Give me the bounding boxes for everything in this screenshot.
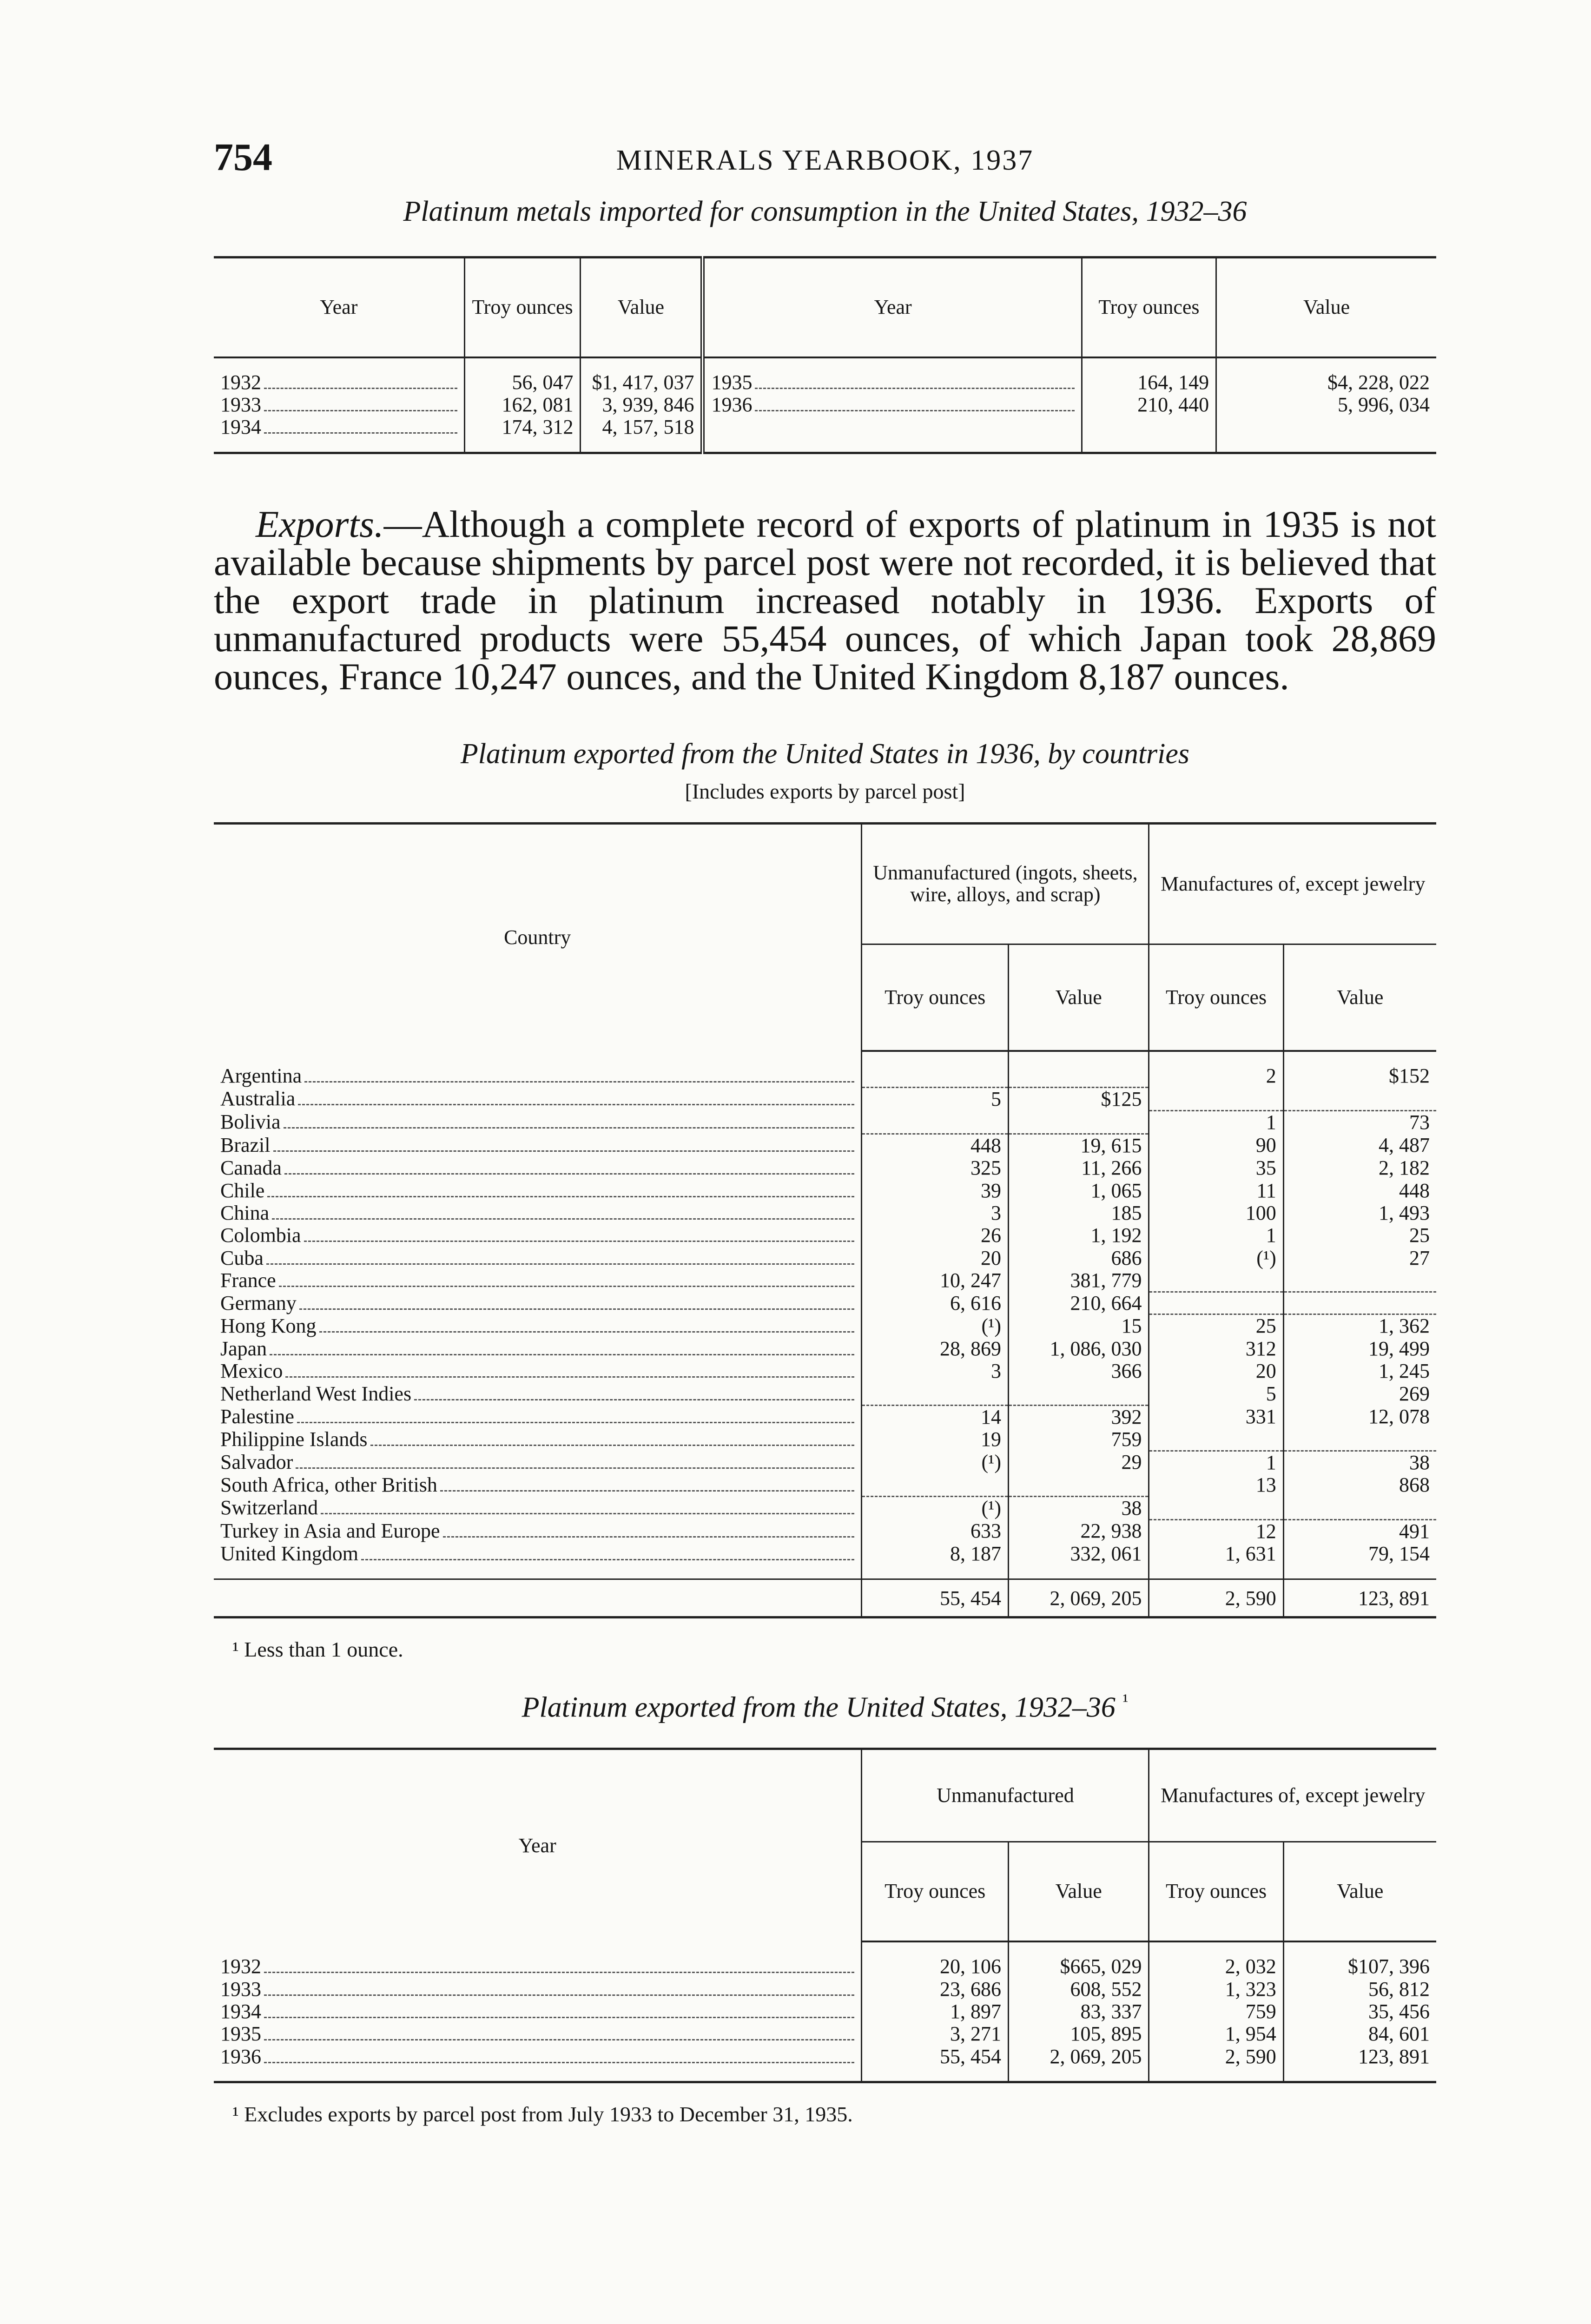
t3-col-year: Year (518, 1834, 556, 1857)
t2-u-oz: (¹) (862, 1314, 1009, 1338)
t2-country-text: Japan (220, 1337, 267, 1360)
t2-u-oz: 19 (862, 1428, 1009, 1451)
t2-m-oz: 35 (1149, 1157, 1283, 1179)
t2-country-text: China (220, 1202, 270, 1225)
t3-year (214, 2046, 862, 2068)
t2-m-val: 19, 499 (1283, 1338, 1436, 1360)
t2-u-val (1009, 1474, 1149, 1496)
t2-country-text: Colombia (220, 1224, 301, 1247)
t2-u-oz: 633 (862, 1519, 1009, 1543)
t2-u-val: 759 (1009, 1428, 1149, 1451)
t3-u-val: 83, 337 (1009, 2000, 1149, 2023)
spacer-cell (1149, 1565, 1283, 1579)
spacer-cell (1283, 1051, 1436, 1065)
t2-m-oz (1149, 1497, 1283, 1520)
t3-u-oz: 23, 686 (862, 1978, 1009, 2000)
t2-m-val: $152 (1283, 1065, 1436, 1087)
t2-m-val (1283, 1292, 1436, 1314)
t3-u-val: $665, 029 (1009, 1955, 1149, 1978)
t2-u-val: 210, 664 (1009, 1292, 1149, 1314)
t1-empty (1082, 416, 1216, 438)
t2-col-country: Country (504, 926, 571, 949)
t2-col-u-ounces: Troy ounces (862, 944, 1009, 1051)
t2-u-oz (862, 1110, 1009, 1134)
imports-table (214, 256, 1436, 454)
spacer-cell (1149, 1051, 1283, 1065)
spacer-cell (1283, 1565, 1436, 1579)
t2-u-oz: 26 (862, 1224, 1009, 1247)
t1-year (214, 394, 464, 416)
t3-m-val: 123, 891 (1283, 2046, 1436, 2068)
t2-group-manufactures: Manufactures of, except jewelry (1149, 823, 1436, 944)
t3-m-oz: 2, 032 (1149, 1955, 1283, 1978)
t2-m-val: 491 (1283, 1519, 1436, 1543)
table-row (214, 1202, 1436, 1224)
t2-country (214, 1383, 862, 1405)
spacer-cell (1082, 439, 1216, 453)
t2-country (214, 1405, 862, 1428)
t2-u-oz: (¹) (862, 1451, 1009, 1474)
t1-year (214, 416, 464, 438)
t2-u-val: 29 (1009, 1451, 1149, 1474)
t2-country (214, 1134, 862, 1157)
t2-u-val: 1, 065 (1009, 1180, 1149, 1202)
t2-u-oz: (¹) (862, 1497, 1009, 1520)
t3-m-oz: 759 (1149, 2000, 1283, 2023)
t2-m-oz: 2 (1149, 1065, 1283, 1087)
t1-col-year: Year (214, 257, 464, 357)
t2-country (214, 1474, 862, 1496)
t2-m-val: 38 (1283, 1451, 1436, 1474)
t2-u-val (1009, 1110, 1149, 1134)
t2-country-text: Australia (220, 1088, 296, 1110)
table-row (214, 1519, 1436, 1543)
table1-caption: Platinum metals imported for consumption in the United States, 1932–36 (403, 196, 1247, 227)
t2-country (214, 1292, 862, 1314)
total-row (214, 1579, 1436, 1617)
t3-col-m-value: Value (1283, 1842, 1436, 1941)
spacer-cell (862, 2068, 1009, 2082)
t2-country-text: Switzerland (220, 1497, 318, 1519)
t2-country-text: Argentina (220, 1065, 302, 1088)
t2-country (214, 1065, 862, 1087)
table-row (214, 1314, 1436, 1338)
table-row (214, 1474, 1436, 1496)
t1-value: 5, 996, 034 (1216, 394, 1436, 416)
t2-country (214, 1224, 862, 1247)
paragraph-lead: Exports. (256, 502, 384, 545)
table2-caption: Platinum exported from the United States in 1936, by countries (460, 738, 1190, 770)
spacer-cell (703, 439, 1082, 453)
exports-by-country-table (214, 822, 1436, 1618)
t1-value: $1, 417, 037 (581, 371, 703, 394)
running-header (214, 135, 1436, 186)
t2-total-u-oz: 55, 454 (862, 1579, 1009, 1617)
t3-m-val: $107, 396 (1283, 1955, 1436, 1978)
t3-group-unmanufactured: Unmanufactured (862, 1749, 1149, 1842)
t2-u-oz: 325 (862, 1157, 1009, 1179)
spacer-cell (1216, 357, 1436, 371)
table-row (214, 1451, 1436, 1474)
t2-u-oz: 10, 247 (862, 1269, 1009, 1292)
t2-u-oz (862, 1383, 1009, 1405)
spacer-row (214, 439, 1436, 453)
t2-total-u-val: 2, 069, 205 (1009, 1579, 1149, 1617)
table-row (214, 394, 1436, 416)
t2-country (214, 1247, 862, 1269)
t2-country-text: Brazil (220, 1134, 271, 1157)
spacer-cell (1149, 2068, 1283, 2082)
t1-year-text: 1934 (220, 416, 261, 439)
spacer-cell (214, 1051, 862, 1065)
table-row (214, 1157, 1436, 1179)
t3-year (214, 2000, 862, 2023)
spacer-cell (1009, 1051, 1149, 1065)
table3-caption (214, 1690, 1436, 1724)
spacer-cell (464, 439, 581, 453)
t2-m-val: 2, 182 (1283, 1157, 1436, 1179)
t2-country-text: Bolivia (220, 1111, 281, 1134)
t3-year-text: 1935 (220, 2023, 261, 2046)
t3-year-text: 1933 (220, 1978, 261, 2000)
t2-country-text: Palestine (220, 1405, 294, 1428)
t1-year (214, 371, 464, 394)
table-row (214, 1428, 1436, 1451)
t3-u-val: 2, 069, 205 (1009, 2046, 1149, 2068)
t3-col-m-ounces: Troy ounces (1149, 1842, 1283, 1941)
t2-u-val: 366 (1009, 1360, 1149, 1382)
spacer-cell (862, 1051, 1009, 1065)
t1-year-text: 1933 (220, 393, 261, 416)
t2-u-oz: 39 (862, 1180, 1009, 1202)
t2-country (214, 1088, 862, 1111)
t2-u-val: $125 (1009, 1088, 1149, 1111)
t2-m-oz: 12 (1149, 1519, 1283, 1543)
t2-m-val: 79, 154 (1283, 1543, 1436, 1565)
paragraph-text: —Although a complete record of exports of platinum in 1935 is not available because shipments by parcel post were not recorded, it is believed that the export trade in platinum increased notably in 1936. Exports of unmanufactured products were 55,454 ounces, of which Japan took 28,869 ounces, France 10,247 ounces, and the United Kingdom 8,187 ounces. (214, 502, 1436, 698)
t2-m-val (1283, 1269, 1436, 1292)
t2-m-oz: (¹) (1149, 1247, 1283, 1269)
t2-u-val (1009, 1065, 1149, 1087)
table-row (214, 1497, 1436, 1520)
t2-country (214, 1497, 862, 1520)
t2-m-val (1283, 1088, 1436, 1111)
t1-col-ounces-2: Troy ounces (1082, 257, 1216, 357)
t3-year (214, 1955, 862, 1978)
t3-year-text: 1932 (220, 1955, 261, 1978)
t3-u-oz: 55, 454 (862, 2046, 1009, 2068)
t2-u-oz: 14 (862, 1405, 1009, 1428)
t2-country (214, 1157, 862, 1179)
t2-u-val: 392 (1009, 1405, 1149, 1428)
spacer-cell (703, 357, 1082, 371)
spacer-row (214, 2068, 1436, 2082)
t2-m-oz (1149, 1292, 1283, 1314)
spacer-cell (1009, 1941, 1149, 1955)
spacer-row (214, 357, 1436, 371)
t2-m-oz (1149, 1088, 1283, 1111)
t2-m-oz: 1 (1149, 1110, 1283, 1134)
t2-m-oz (1149, 1269, 1283, 1292)
t1-ounces: 162, 081 (464, 394, 581, 416)
t2-m-val: 12, 078 (1283, 1405, 1436, 1428)
t2-country (214, 1180, 862, 1202)
spacer-cell (1283, 2068, 1436, 2082)
table-row (214, 1110, 1436, 1134)
t3-year-text: 1934 (220, 2000, 261, 2023)
t3-m-val: 84, 601 (1283, 2023, 1436, 2045)
t2-m-oz: 1, 631 (1149, 1543, 1283, 1565)
table3-caption-text: Platinum exported from the United States, 1932–36 (522, 1691, 1116, 1723)
t3-m-oz: 1, 954 (1149, 2023, 1283, 2045)
t2-country-text: Mexico (220, 1360, 283, 1383)
table-row (214, 1543, 1436, 1565)
t2-m-oz: 331 (1149, 1405, 1283, 1428)
t2-m-oz: 312 (1149, 1338, 1283, 1360)
t2-m-oz: 5 (1149, 1383, 1283, 1405)
table-row (214, 371, 1436, 394)
spacer-row (214, 1051, 1436, 1065)
t3-col-u-ounces: Troy ounces (862, 1842, 1009, 1941)
t2-u-val: 19, 615 (1009, 1134, 1149, 1157)
t3-year-text: 1936 (220, 2045, 261, 2068)
spacer-cell (1009, 1565, 1149, 1579)
table-row (214, 1405, 1436, 1428)
t2-country-text: Germany (220, 1292, 297, 1314)
table-row (214, 1383, 1436, 1405)
table-row (214, 1134, 1436, 1157)
t1-empty (703, 416, 1082, 438)
t2-country-text: France (220, 1269, 276, 1292)
spacer-row (214, 1565, 1436, 1579)
t2-u-val: 1, 086, 030 (1009, 1338, 1149, 1360)
t2-country (214, 1543, 862, 1565)
spacer-cell (1149, 1941, 1283, 1955)
t1-ounces: 164, 149 (1082, 371, 1216, 394)
t3-group-manufactures: Manufactures of, except jewelry (1149, 1749, 1436, 1842)
t2-col-m-value: Value (1283, 944, 1436, 1051)
t2-country-text: Philippine Islands (220, 1428, 368, 1451)
t3-u-oz: 20, 106 (862, 1955, 1009, 1978)
t2-u-val (1009, 1383, 1149, 1405)
t1-ounces: 56, 047 (464, 371, 581, 394)
t1-value: 4, 157, 518 (581, 416, 703, 438)
exports-by-year-table (214, 1748, 1436, 2083)
t2-m-val: 868 (1283, 1474, 1436, 1496)
t1-year-text: 1935 (711, 371, 753, 394)
t2-m-oz: 100 (1149, 1202, 1283, 1224)
t2-u-val: 1, 192 (1009, 1224, 1149, 1247)
t2-m-oz: 11 (1149, 1180, 1283, 1202)
spacer-cell (1283, 1941, 1436, 1955)
t2-m-oz: 1 (1149, 1224, 1283, 1247)
spacer-cell (862, 1565, 1009, 1579)
t1-value: $4, 228, 022 (1216, 371, 1436, 394)
t2-u-oz: 20 (862, 1247, 1009, 1269)
t2-m-oz: 90 (1149, 1134, 1283, 1157)
t3-u-oz: 1, 897 (862, 2000, 1009, 2023)
t2-u-val: 38 (1009, 1497, 1149, 1520)
t2-m-oz (1149, 1428, 1283, 1451)
t2-u-val: 22, 938 (1009, 1519, 1149, 1543)
t2-country (214, 1360, 862, 1382)
t2-u-val: 11, 266 (1009, 1157, 1149, 1179)
spacer-cell (862, 1941, 1009, 1955)
t2-u-oz: 8, 187 (862, 1543, 1009, 1565)
t1-empty (1216, 416, 1436, 438)
page-number: 754 (214, 136, 272, 179)
table-row (214, 1224, 1436, 1247)
t2-m-val: 4, 487 (1283, 1134, 1436, 1157)
t2-m-val: 73 (1283, 1110, 1436, 1134)
t2-country-text: Turkey in Asia and Europe (220, 1520, 440, 1543)
t2-country (214, 1314, 862, 1338)
t2-u-oz: 28, 869 (862, 1338, 1009, 1360)
t3-m-val: 35, 456 (1283, 2000, 1436, 2023)
t2-col-u-value: Value (1009, 944, 1149, 1051)
t2-country (214, 1519, 862, 1543)
running-title: MINERALS YEARBOOK, 1937 (616, 145, 1034, 176)
exports-paragraph (214, 502, 1436, 698)
t2-u-oz: 3 (862, 1202, 1009, 1224)
table-row (214, 1955, 1436, 1978)
t2-u-val: 686 (1009, 1247, 1149, 1269)
table-row (214, 1269, 1436, 1292)
t2-country (214, 1428, 862, 1451)
spacer-cell (214, 1941, 862, 1955)
t2-u-val: 381, 779 (1009, 1269, 1149, 1292)
t2-u-oz (862, 1474, 1009, 1496)
page (214, 135, 1436, 2126)
t1-year (703, 371, 1082, 394)
t3-col-u-value: Value (1009, 1842, 1149, 1941)
spacer-row (214, 1941, 1436, 1955)
table-row (214, 1338, 1436, 1360)
spacer-cell (214, 1565, 862, 1579)
table-row (214, 1292, 1436, 1314)
t2-country (214, 1269, 862, 1292)
table2-footnote: ¹ Less than 1 ounce. (232, 1637, 403, 1662)
spacer-cell (1216, 439, 1436, 453)
table-row (214, 416, 1436, 438)
t1-year-text: 1932 (220, 371, 261, 394)
table-row (214, 1247, 1436, 1269)
t3-u-val: 608, 552 (1009, 1978, 1149, 2000)
table-row (214, 1360, 1436, 1382)
spacer-cell (581, 357, 703, 371)
t2-country-text: United Kingdom (220, 1543, 358, 1565)
t1-col-value: Value (581, 257, 703, 357)
table-row (214, 1088, 1436, 1111)
t2-country (214, 1110, 862, 1134)
t2-total-label (214, 1579, 862, 1617)
t2-m-val: 448 (1283, 1180, 1436, 1202)
t2-country (214, 1202, 862, 1224)
t2-group-unmanufactured: Unmanufactured (ingots, sheets, wire, alloys, and scrap) (862, 823, 1149, 944)
t2-total-m-val: 123, 891 (1283, 1579, 1436, 1617)
t2-col-m-ounces: Troy ounces (1149, 944, 1283, 1051)
t2-m-val: 1, 362 (1283, 1314, 1436, 1338)
t3-year (214, 1978, 862, 2000)
spacer-cell (214, 439, 464, 453)
table3-footnote: ¹ Excludes exports by parcel post from July 1933 to December 31, 1935. (232, 2102, 853, 2126)
t2-country-text: Cuba (220, 1247, 264, 1269)
t2-m-val: 27 (1283, 1247, 1436, 1269)
spacer-cell (1009, 2068, 1149, 2082)
t3-m-oz: 2, 590 (1149, 2046, 1283, 2068)
table3-caption-note: ¹ (1122, 1690, 1129, 1711)
t2-u-oz: 3 (862, 1360, 1009, 1382)
t2-country (214, 1451, 862, 1474)
t3-year (214, 2023, 862, 2045)
t2-country-text: Canada (220, 1157, 282, 1180)
t2-u-val: 15 (1009, 1314, 1149, 1338)
t2-country-text: Netherland West Indies (220, 1382, 412, 1405)
spacer-cell (581, 439, 703, 453)
t2-u-val: 332, 061 (1009, 1543, 1149, 1565)
t2-m-val: 1, 245 (1283, 1360, 1436, 1382)
t1-col-value-2: Value (1216, 257, 1436, 357)
table2-subcaption: [Includes exports by parcel post] (685, 779, 965, 803)
t2-total-m-oz: 2, 590 (1149, 1579, 1283, 1617)
t1-value: 3, 939, 846 (581, 394, 703, 416)
table-row (214, 1978, 1436, 2000)
t2-country-text: Salvador (220, 1451, 293, 1474)
t2-m-oz: 13 (1149, 1474, 1283, 1496)
t1-ounces: 174, 312 (464, 416, 581, 438)
t3-u-oz: 3, 271 (862, 2023, 1009, 2045)
spacer-cell (214, 357, 464, 371)
t2-country-text: Chile (220, 1179, 265, 1202)
spacer-cell (1082, 357, 1216, 371)
t2-m-oz: 25 (1149, 1314, 1283, 1338)
t2-m-val (1283, 1428, 1436, 1451)
t3-m-val: 56, 812 (1283, 1978, 1436, 2000)
t2-m-oz: 1 (1149, 1451, 1283, 1474)
t2-m-val: 25 (1283, 1224, 1436, 1247)
table-row (214, 1180, 1436, 1202)
t2-country-text: South Africa, other British (220, 1474, 437, 1497)
table-row (214, 2046, 1436, 2068)
t3-m-oz: 1, 323 (1149, 1978, 1283, 2000)
table-row (214, 2023, 1436, 2045)
t2-m-val: 1, 493 (1283, 1202, 1436, 1224)
table-row (214, 1065, 1436, 1087)
t2-u-oz (862, 1065, 1009, 1087)
t2-m-val: 269 (1283, 1383, 1436, 1405)
spacer-cell (214, 2068, 862, 2082)
t2-m-oz: 20 (1149, 1360, 1283, 1382)
t2-country-text: Hong Kong (220, 1314, 317, 1337)
t2-u-val: 185 (1009, 1202, 1149, 1224)
t1-col-year-2: Year (703, 257, 1082, 357)
t1-col-ounces: Troy ounces (464, 257, 581, 357)
t1-year (703, 394, 1082, 416)
t2-country (214, 1338, 862, 1360)
t3-u-val: 105, 895 (1009, 2023, 1149, 2045)
t1-ounces: 210, 440 (1082, 394, 1216, 416)
t2-u-oz: 6, 616 (862, 1292, 1009, 1314)
spacer-cell (464, 357, 581, 371)
t2-u-oz: 448 (862, 1134, 1009, 1157)
t1-year-text: 1936 (711, 393, 753, 416)
t2-u-oz: 5 (862, 1088, 1009, 1111)
t2-m-val (1283, 1497, 1436, 1520)
table-row (214, 2000, 1436, 2023)
